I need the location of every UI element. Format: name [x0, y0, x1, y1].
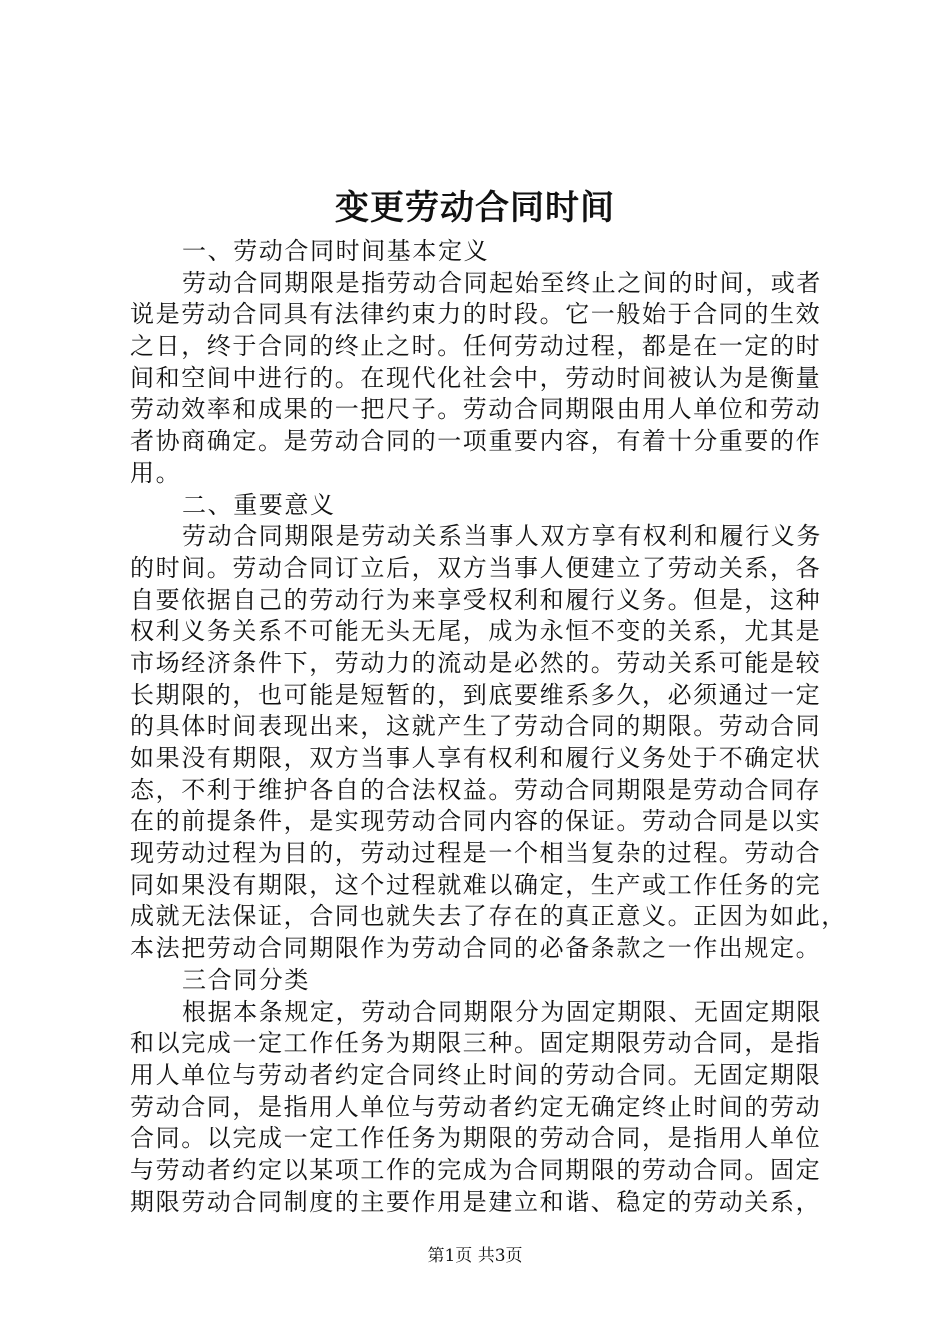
paragraph-line: 用人单位与劳动者约定合同终止时间的劳动合同。无固定期限: [130, 1060, 822, 1089]
paragraph-line: 态，不利于维护各自的合法权益。劳动合同期限是劳动合同存: [130, 775, 822, 804]
document-body: [130, 236, 847, 1218]
paragraph-line: 之日，终于合同的终止之时。任何劳动过程，都是在一定的时: [130, 332, 822, 361]
paragraph-line: 在的前提条件，是实现劳动合同内容的保证。劳动合同是以实: [130, 807, 822, 836]
paragraph-line: 合同。以完成一定工作任务为期限的劳动合同，是指用人单位: [130, 1124, 822, 1153]
page-footer: 第1页 共3页: [427, 1246, 523, 1266]
section-heading: 二、重要意义: [182, 490, 336, 519]
paragraph-line: 劳动合同期限是劳动关系当事人双方享有权利和履行义务: [182, 522, 822, 551]
paragraph-line: 劳动效率和成果的一把尺子。劳动合同期限由用人单位和劳动: [130, 395, 822, 424]
paragraph-line: 成就无法保证，合同也就失去了存在的真正意义。正因为如此，: [130, 902, 847, 931]
paragraph-line: 权利义务关系不可能无头无尾，成为永恒不变的关系，尤其是: [130, 617, 822, 646]
paragraph-line: 如果没有期限，双方当事人享有权利和履行义务处于不确定状: [130, 744, 822, 772]
paragraph-line: 说是劳动合同具有法律约束力的时段。它一般始于合同的生效: [130, 300, 822, 329]
paragraph-line: 与劳动者约定以某项工作的完成为合同期限的劳动合同。固定: [130, 1155, 822, 1184]
paragraph-line: 的具体时间表现出来，这就产生了劳动合同的期限。劳动合同: [130, 712, 822, 741]
paragraph-line: 劳动合同期限是指劳动合同起始至终止之间的时间，或者: [182, 268, 822, 297]
paragraph-line: 本法把劳动合同期限作为劳动合同的必备条款之一作出规定。: [130, 934, 822, 963]
section-heading: 三合同分类: [182, 965, 310, 994]
paragraph-line: 劳动合同，是指用人单位与劳动者约定无确定终止时间的劳动: [130, 1092, 822, 1121]
paragraph-line: 的时间。劳动合同订立后，双方当事人便建立了劳动关系，各: [130, 553, 822, 582]
paragraph-line: 市场经济条件下，劳动力的流动是必然的。劳动关系可能是较: [130, 648, 822, 677]
paragraph-line: 现劳动过程为目的，劳动过程是一个相当复杂的过程。劳动合: [130, 839, 822, 868]
paragraph-line: 根据本条规定，劳动合同期限分为固定期限、无固定期限: [182, 997, 822, 1026]
paragraph-line: 间和空间中进行的。在现代化社会中，劳动时间被认为是衡量: [130, 363, 822, 392]
paragraph-line: 用。: [130, 458, 182, 487]
section-heading: 一、劳动合同时间基本定义: [182, 237, 490, 265]
paragraph-line: 长期限的，也可能是短暂的，到底要维系多久，必须通过一定: [130, 680, 822, 709]
paragraph-line: 同如果没有期限，这个过程就难以确定，生产或工作任务的完: [130, 870, 822, 899]
document-title: 变更劳动合同时间: [335, 188, 615, 228]
paragraph-line: 期限劳动合同制度的主要作用是建立和谐、稳定的劳动关系，: [130, 1187, 822, 1216]
paragraph-line: 者协商确定。是劳动合同的一项重要内容，有着十分重要的作: [130, 427, 822, 456]
paragraph-line: 自要依据自己的劳动行为来享受权利和履行义务。但是，这种: [130, 585, 822, 614]
paragraph-line: 和以完成一定工作任务为期限三种。固定期限劳动合同，是指: [130, 1029, 822, 1058]
